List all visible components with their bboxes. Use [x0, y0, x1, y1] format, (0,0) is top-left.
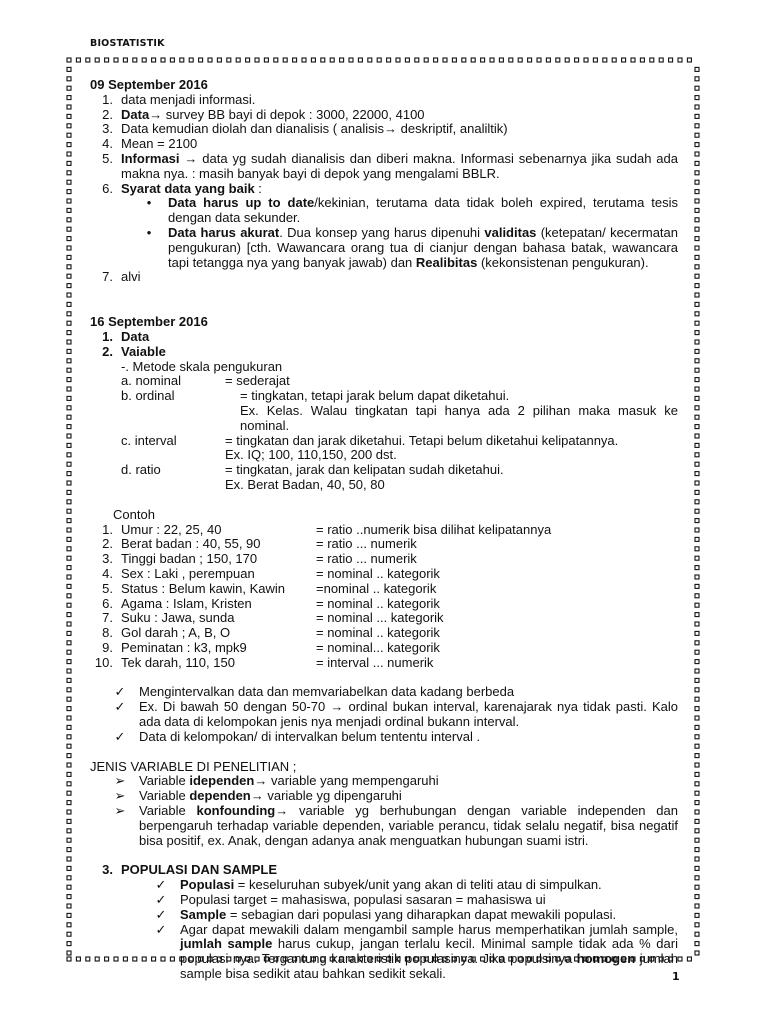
- arrowhead-icon: ➢: [114, 773, 126, 789]
- checkmark-icon: ✓: [114, 684, 126, 700]
- example-row: 6. Agama : Islam, Kristen = nominal .. kategorik: [102, 595, 440, 611]
- section-title: 3. POPULASI DAN SAMPLE: [102, 862, 278, 878]
- page-content: [90, 78, 678, 982]
- scale-row: a. nominal = sederajat: [121, 373, 290, 389]
- check-item: ✓ Ex. Di bawah 50 dengan 50-70 → ordinal bukan interval, karenajarak nya tidak pasti. Kalo ada data di kelompokan jenis nya menjadi ordinal bukann interval.: [114, 699, 678, 730]
- checkmark-icon: ✓: [155, 892, 167, 908]
- check-item: ✓ Data di kelompokan/ di intervalkan belum tententu interval .: [114, 728, 481, 744]
- scale-row: d. ratio = tingkatan, jarak dan kelipatan sudah diketahui. Ex. Berat Badan, 40, 50, 80: [121, 462, 504, 492]
- checkmark-icon: ✓: [155, 906, 167, 922]
- list-item: 1. data menjadi informasi.: [102, 91, 256, 107]
- section-title: JENIS VARIABLE DI PENELITIAN ;: [90, 758, 297, 774]
- bullet-icon: •: [146, 195, 152, 211]
- page-number: 1: [672, 970, 680, 983]
- check-item: ✓ Populasi = keseluruhan subyek/unit yang akan di teliti atau di simpulkan.: [155, 877, 602, 893]
- check-item: ✓ Sample = sebagian dari populasi yang diharapkan dapat mewakili populasi.: [155, 906, 617, 922]
- list-item: 4. Mean = 2100: [102, 136, 198, 152]
- check-item: ✓ Agar dapat mewakili dalam mengambil sample harus memperhatikan jumlah sample, jumlah sample harus cukup, jangan terlalu kecil. Minimal sample tidak ada % dari populasi nya. Tergantung karakteristik populasinya. Jika populsinya homogen jumlah sample bisa sedikit atau bahkan sedikit sekali.: [155, 921, 678, 982]
- list-item: 2. Vaiable: [102, 343, 166, 359]
- checkmark-icon: ✓: [155, 877, 167, 893]
- example-row: 9. Peminatan : k3, mpk9 = nominal... kategorik: [102, 639, 440, 655]
- check-item: ✓ Mengintervalkan data dan memvariabelkan data kadang berbeda: [114, 684, 515, 700]
- arrow-item: ➢ Variable konfounding→ variable yg berhubungan dengan variable independen dan berpengaruh terhadap variable dependen, variable perancu, tidak selalu negatif, bisa negatif bisa positif, ex. Anak, dengan adanya anak menguatkan hubungan suami istri.: [114, 803, 678, 848]
- arrowhead-icon: ➢: [114, 788, 126, 804]
- scale-row: c. interval = tingkatan dan jarak diketahui. Tetapi belum diketahui kelipatannya. Ex. IQ; 100, 110,150, 200 dst.: [121, 432, 619, 463]
- checkmark-icon: ✓: [114, 699, 126, 715]
- list-item: 3. Data kemudian diolah dan dianalisis ( analisis→ deskriptif, analiltik): [102, 121, 508, 137]
- example-row: 2. Berat badan : 40, 55, 90 = ratio ... numerik: [102, 536, 417, 552]
- example-row: 5. Status : Belum kawin, Kawin =nominal .. kategorik: [102, 580, 437, 596]
- arrow-item: ➢ Variable dependen→ variable yg dipengaruhi: [114, 788, 402, 804]
- section-date: 09 September 2016: [90, 77, 208, 92]
- checkmark-icon: ✓: [155, 921, 167, 937]
- example-row: 10. Tek darah, 110, 150 = interval ... numerik: [94, 654, 434, 670]
- example-row: 1. Umur : 22, 25, 40 = ratio ..numerik bisa dilihat kelipatannya: [102, 521, 552, 537]
- list-item: 7. alvi: [102, 269, 141, 285]
- example-row: 3. Tinggi badan ; 150, 170 = ratio ... numerik: [102, 551, 417, 567]
- examples-list: [90, 523, 678, 671]
- bullet-item: • Data harus akurat. Dua konsep yang harus dipenuhi validitas (ketepatan/ kecermatan pengukuran) [cth. Wawancara orang tua di cianjur dengan bahasa batak, wawancara tapi tetangga nya yang banyak jawab) dan Realibitas (kekonsistenan pengukuran).: [90, 226, 678, 270]
- list-item: 6. Syarat data yang baik :: [102, 180, 262, 196]
- scale-row: b. ordinal = tingkatan, tetapi jarak belum dapat diketahui. Ex. Kelas. Walau tingkatan tapi hanya ada 2 pilihan maka masuk ke nominal.: [121, 388, 678, 433]
- contoh-label: Contoh: [113, 506, 155, 522]
- running-header: BIOSTATISTIK: [90, 38, 165, 49]
- bullet-item: • Data harus up to date/kekinian, terutama data tidak boleh expired, terutama tesis dengan data sekunder.: [90, 196, 678, 226]
- example-row: 7. Suku : Jawa, sunda = nominal ... kategorik: [102, 610, 444, 626]
- checkmark-icon: ✓: [114, 728, 126, 744]
- arrowhead-icon: ➢: [114, 803, 126, 819]
- example-row: 4. Sex : Laki , perempuan = nominal .. kategorik: [102, 565, 440, 581]
- list-item: 1. Data: [102, 328, 150, 344]
- section-date: 16 September 2016: [90, 314, 208, 330]
- list-item: 2. Data→ survey BB bayi di depok : 3000, 22000, 4100: [102, 106, 425, 122]
- scale-heading: -. Metode skala pengukuran: [121, 358, 283, 374]
- bullet-icon: •: [146, 224, 152, 240]
- check-item: ✓ Populasi target = mahasiswa, populasi sasaran = mahasiswa ui: [155, 892, 546, 908]
- list-item: 5. Informasi → data yg sudah dianalisis dan diberi makna. Informasi sebenarnya jika sudah ada makna nya. : masih banyak bayi di depok yang mengalami BBLR.: [102, 150, 678, 181]
- example-row: 8. Gol darah ; A, B, O = nominal .. kategorik: [102, 625, 440, 641]
- arrow-item: ➢ Variable idependen→ variable yang mempengaruhi: [114, 773, 439, 789]
